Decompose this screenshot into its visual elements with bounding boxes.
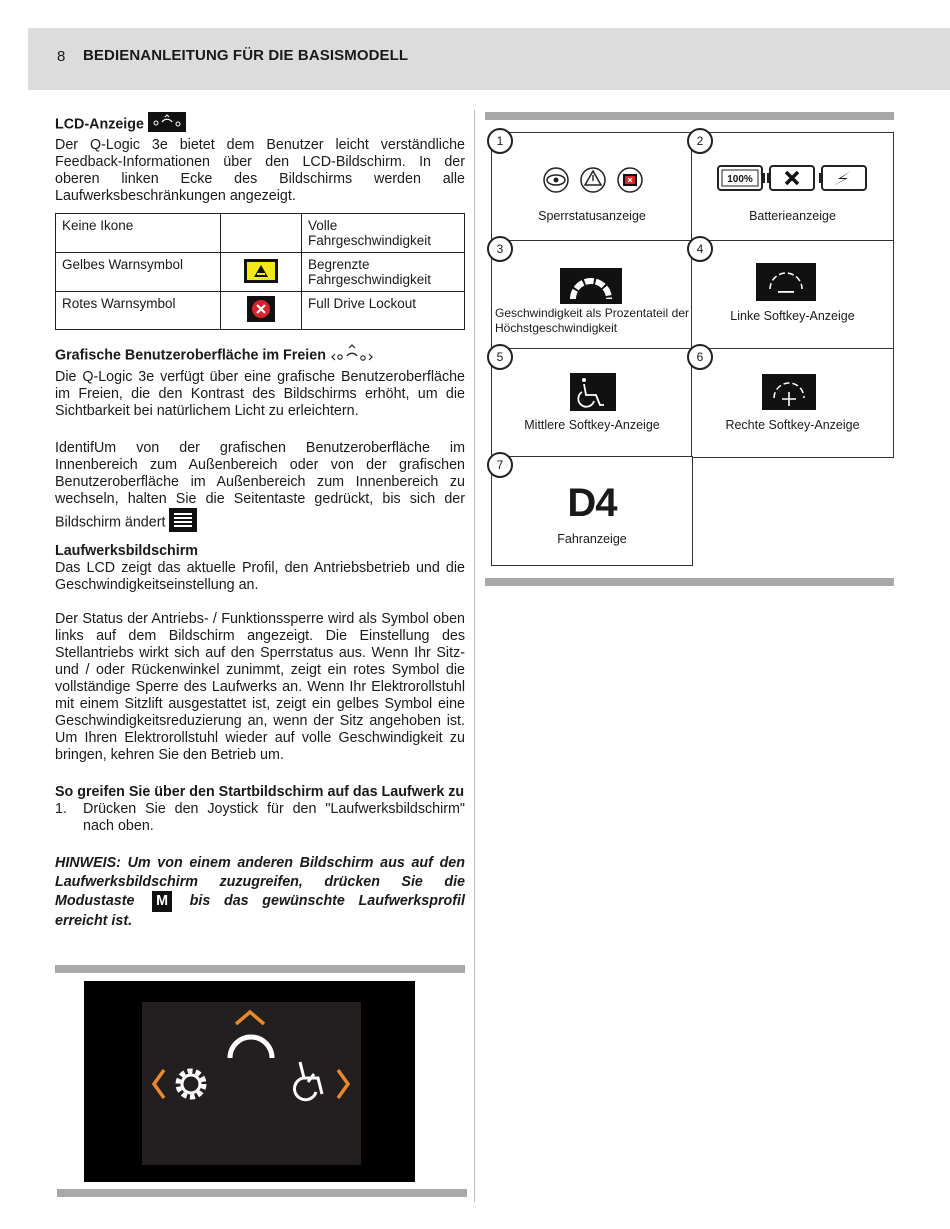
battery-full-icon <box>718 166 765 190</box>
indicator-label: Sperrstatusanzeige <box>538 209 646 223</box>
speed-gauge-icon <box>230 1037 272 1058</box>
indicator-left-softkey <box>691 240 894 350</box>
outdoor-toggle-paragraph: IdentifUm von der grafischen Benutzeroberfläche im Innenbereich zum Außenbereich oder von der grafischen Benutzeroberfläche im Außenbereich zum Innenbereich zu wechseln, halten Sie die Seitentaste gedrückt, bis sich der Bildschirm ändert <box>55 440 465 531</box>
indicator-middle-softkey <box>491 348 693 458</box>
table-row <box>56 214 465 253</box>
menu-key-icon <box>169 508 197 537</box>
access-heading: So greifen Sie über den Startbildschirm auf das Laufwerk zu <box>55 784 465 800</box>
table-cell: Rotes Warnsymbol <box>56 292 221 330</box>
table-cell <box>221 292 302 330</box>
lockout-icon <box>618 168 642 192</box>
separator-bar <box>485 112 894 120</box>
wheelchair-icon <box>295 1062 322 1100</box>
step-text: Drücken Sie den Joystick für den "Laufwerksbildschirm" nach oben. <box>83 801 465 834</box>
table-cell: Volle Fahrgeschwindigkeit <box>302 214 465 253</box>
table-cell: Keine Ikone <box>56 214 221 253</box>
minus-gauge-icon <box>756 263 816 301</box>
hint-note <box>55 854 465 930</box>
hint-text: HINWEIS: Um von einem anderen Bildschirm aus auf den Laufwerksbildschirm zuzugreifen, drücken Sie die Modustaste <box>55 855 465 910</box>
indicator-number: 2 <box>687 128 713 154</box>
page-number: 8 <box>57 48 66 65</box>
drive-screen-display <box>142 1002 361 1165</box>
list-item <box>55 801 465 835</box>
wheelchair-icon <box>570 373 616 411</box>
lcd-intro: Der Q-Logic 3e bietet dem Benutzer leicht verständliche Feedback-Informationen über den LCD-Bildschirm. In der oberen linken Ecke des Bildschirms werden alle Laufwerksbeschränkungen angezeigt. <box>55 137 465 204</box>
page-header <box>28 28 950 90</box>
table-cell <box>221 214 302 253</box>
indicator-label: Linke Softkey-Anzeige <box>730 309 855 323</box>
indicator-label: Batterieanzeige <box>749 209 836 223</box>
red-x-icon <box>247 296 275 322</box>
indicator-label: Rechte Softkey-Anzeige <box>725 418 860 432</box>
lock-status-paragraph: Der Status der Antriebs- / Funktionssperre wird als Symbol oben links auf dem Bildschirm angezeigt. Die Einstellung des Stellantriebs wirkt sich auf den Sperrstatus aus. Wenn Ihr Sitz- und / oder Rückenwinkel zunimmt, zeigt ein rotes Symbol die vollständige Sperre des Laufwerks an. Wenn Ihr Elektrorollstuhl mit einem Sitzlift ausgestattet ist, zeigt ein gelbes Symbol eine Geschwindigkeitsreduzierung an, wenn der Sitz angehoben ist. Um Ihren Elektrorollstuhl wieder auf volle Geschwindigkeit zu bringen, kehren Sie den Betrieb um. <box>55 611 465 763</box>
indicator-number: 5 <box>487 344 513 370</box>
separator-bar <box>55 965 465 973</box>
outdoor-heading: Grafische Benutzeroberfläche im Freien <box>55 347 326 364</box>
drive-screen-icon <box>148 112 186 137</box>
drive-screen-heading: Laufwerksbildschirm <box>55 543 199 559</box>
table-row <box>56 292 465 330</box>
indicator-number: 6 <box>687 344 713 370</box>
lock-status-table <box>55 213 465 330</box>
speed-gauge-icon <box>560 268 622 304</box>
eye-icon <box>544 168 568 192</box>
indicator-number: 1 <box>487 128 513 154</box>
indicator-right-softkey <box>691 348 894 458</box>
indicator-label: Fahranzeige <box>557 532 627 546</box>
battery-empty-icon <box>767 166 814 190</box>
plus-gauge-icon <box>762 374 816 410</box>
indicator-number: 4 <box>687 236 713 262</box>
indicator-label: Geschwindigkeit als Prozentateil der Höchstgeschwindigkeit <box>495 306 689 335</box>
drive-screen-paragraph: Das LCD zeigt das aktuelle Profil, den Antriebsbetrieb und die Geschwindigkeitseinstellung an. <box>55 560 465 593</box>
indicator-drive <box>491 456 693 566</box>
column-divider <box>474 110 475 1202</box>
separator-bar <box>57 1189 467 1197</box>
indicator-number: 3 <box>487 236 513 262</box>
table-cell <box>221 253 302 292</box>
table-cell: Gelbes Warnsymbol <box>56 253 221 292</box>
warning-icon <box>581 168 605 192</box>
indicator-number: 7 <box>487 452 513 478</box>
left-column <box>55 108 465 930</box>
battery-percent: 100% <box>727 174 753 185</box>
drive-screen-image <box>84 981 415 1182</box>
separator-bar <box>485 578 894 586</box>
drive-value: D4 <box>567 481 617 525</box>
table-cell: Full Drive Lockout <box>302 292 465 330</box>
indicator-speed <box>491 240 693 350</box>
indicator-label: Mittlere Softkey-Anzeige <box>524 418 660 432</box>
table-row <box>56 253 465 292</box>
up-arrow-icon <box>236 1012 264 1024</box>
gear-icon <box>178 1071 204 1097</box>
step-number: 1. <box>55 801 67 817</box>
right-arrow-icon <box>338 1070 348 1098</box>
battery-charging-icon <box>819 166 866 190</box>
lcd-heading: LCD-Anzeige <box>55 116 144 133</box>
outdoor-drive-icon <box>330 342 374 369</box>
mode-key-icon: M <box>152 891 172 912</box>
indicator-lock-status <box>491 132 693 242</box>
page-title: BEDIENANLEITUNG FÜR DIE BASISMODELL <box>83 47 409 64</box>
left-arrow-icon <box>154 1070 164 1098</box>
hint-text: bis das gewünschte Laufwerksprofil erreicht ist. <box>55 893 465 929</box>
outdoor-paragraph: Die Q-Logic 3e verfügt über eine grafische Benutzeroberfläche im Freien, die den Kontrast des Bildschirms erhöht, um die Sichtbarkeit bei natürlichem Licht zu erleichtern. <box>55 369 465 419</box>
table-cell: Begrenzte Fahrgeschwindigkeit <box>302 253 465 292</box>
indicator-battery <box>691 132 894 242</box>
yellow-warning-icon <box>244 259 278 283</box>
